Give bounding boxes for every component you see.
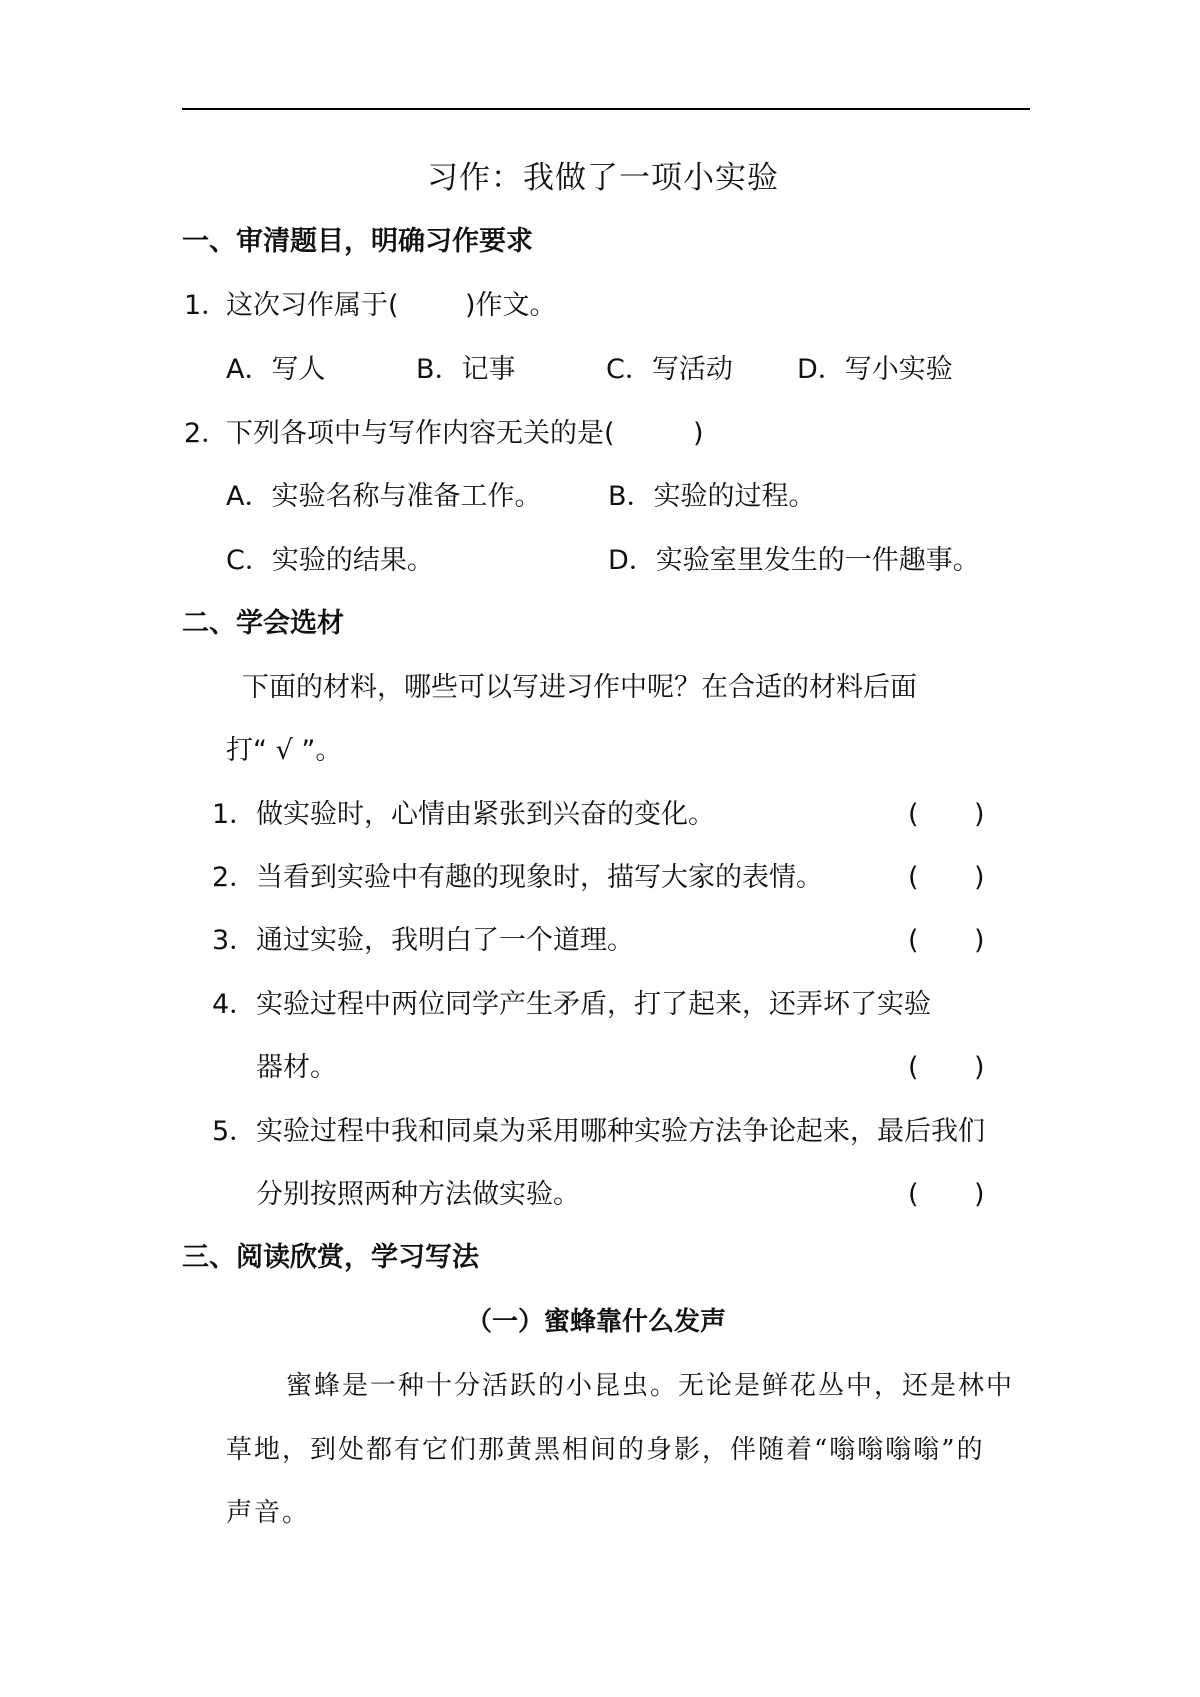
- list-item-text: 实验过程中两位同学产生矛盾，打了起来，还弄坏了实验: [256, 989, 931, 1020]
- answer-paren-open: (: [908, 1052, 919, 1083]
- section-3-heading: 三、阅读欣赏，学习写法: [182, 1242, 479, 1273]
- reading-subtitle: （一）蜜蜂靠什么发声: [466, 1307, 727, 1337]
- answer-paren-open: (: [908, 1179, 919, 1210]
- q1-option-a: A．写人: [226, 354, 326, 385]
- q2-option-d: D．实验室里发生的一件趣事。: [608, 545, 980, 576]
- list-item-text: 当看到实验中有趣的现象时，描写大家的表情。: [256, 862, 823, 893]
- q1-option-d: D．写小实验: [797, 354, 953, 385]
- list-item-number: 2．: [212, 862, 257, 893]
- q2-text: 下列各项中与写作内容无关的是(: [226, 418, 615, 449]
- q2-option-a: A．实验名称与准备工作。: [226, 481, 542, 512]
- q1-option-b: B．记事: [416, 354, 516, 385]
- list-item-number: 3．: [212, 925, 257, 956]
- answer-paren-close: ): [974, 925, 985, 956]
- reading-paragraph-line2: 草地，到处都有它们那黄黑相间的身影，伴随着“嗡嗡嗡嗡”的: [226, 1435, 985, 1465]
- answer-paren-open: (: [908, 925, 919, 956]
- answer-paren-close: ): [974, 1052, 985, 1083]
- q2-number: 2．: [184, 418, 229, 449]
- reading-paragraph-line1: 蜜蜂是一种十分活跃的小昆虫。无论是鲜花丛中，还是林中: [286, 1371, 1015, 1401]
- part2-instruction-line1: 下面的材料，哪些可以写进习作中呢？在合适的材料后面: [242, 672, 917, 703]
- list-item-text-continued: 器材。: [256, 1052, 337, 1083]
- list-item-number: 5．: [212, 1116, 257, 1147]
- list-item-number: 4．: [212, 989, 257, 1020]
- reading-paragraph-line3: 声音。: [226, 1498, 311, 1528]
- page-title: 习作：我做了一项小实验: [427, 160, 779, 196]
- q2-option-c: C．实验的结果。: [226, 545, 434, 576]
- part2-instruction-line2: 打“ √ ”。: [226, 735, 343, 766]
- answer-paren-close: ): [974, 1179, 985, 1210]
- list-item-text: 做实验时，心情由紧张到兴奋的变化。: [256, 799, 715, 830]
- top-rule: [182, 108, 1030, 110]
- list-item-text-continued: 分别按照两种方法做实验。: [256, 1179, 580, 1210]
- answer-paren-close: ): [974, 799, 985, 830]
- q1-text-after: )作文。: [465, 290, 557, 321]
- list-item-text: 实验过程中我和同桌为采用哪种实验方法争论起来，最后我们: [256, 1116, 985, 1147]
- answer-paren-open: (: [908, 862, 919, 893]
- q1-number: 1．: [184, 290, 229, 321]
- section-2-heading: 二、学会选材: [182, 608, 344, 639]
- answer-paren-close: ): [974, 862, 985, 893]
- list-item-number: 1．: [212, 799, 257, 830]
- answer-paren-open: (: [908, 799, 919, 830]
- section-1-heading: 一、审清题目，明确习作要求: [182, 226, 533, 257]
- q2-option-b: B．实验的过程。: [608, 481, 816, 512]
- q1-option-c: C．写活动: [606, 354, 733, 385]
- q1-text-before: 这次习作属于(: [226, 290, 399, 321]
- list-item-text: 通过实验，我明白了一个道理。: [256, 925, 634, 956]
- q2-close-paren: ): [693, 418, 704, 449]
